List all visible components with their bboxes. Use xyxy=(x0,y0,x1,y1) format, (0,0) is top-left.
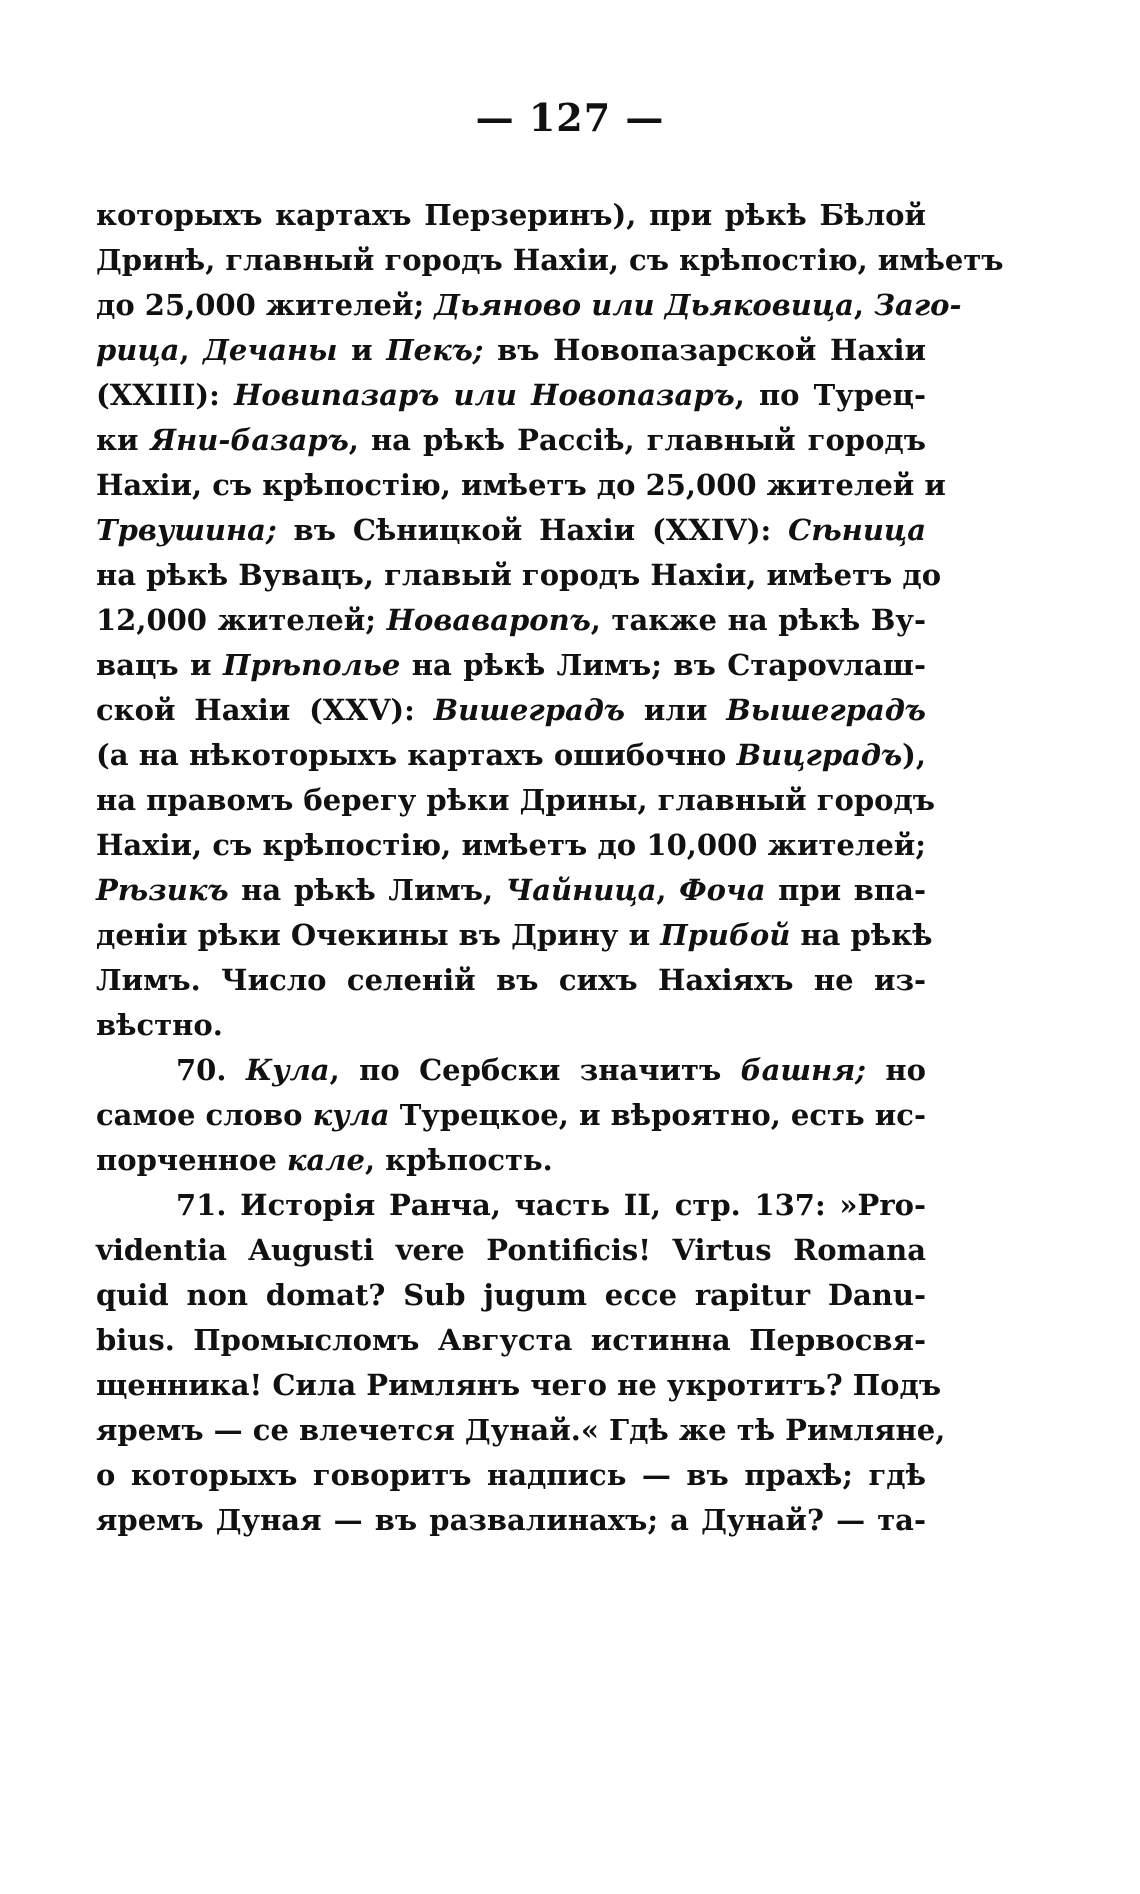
text-segment: порченное xyxy=(96,1143,287,1177)
text-segment: на рѣкѣ xyxy=(790,918,933,952)
text-line: Дринѣ, главный городъ Нахiи, съ крѣпостiю, имѣетъ xyxy=(96,243,1004,277)
body-text xyxy=(96,193,1004,1543)
text-line: на рѣкѣ Вувацъ, главый городъ Нахiи, имѣетъ до xyxy=(96,558,942,592)
italic-term: башня; xyxy=(740,1053,866,1087)
text-segment: ), xyxy=(902,738,926,772)
text-segment: денiи рѣки Очекины въ Дрину и xyxy=(96,918,661,952)
italic-term: Рѣзикъ xyxy=(96,873,229,907)
text-line xyxy=(96,283,962,328)
text-line xyxy=(96,913,933,958)
italic-term: Заго- xyxy=(874,288,962,322)
text-line: щенника! Сила Римлянъ чего не укротитъ? Подъ xyxy=(96,1368,942,1402)
text-line: quid non domat? Sub jugum ecce rapitur Danu- xyxy=(96,1278,926,1312)
italic-term: Прибой xyxy=(660,918,791,952)
text-segment: ки xyxy=(96,423,151,457)
text-line xyxy=(96,1048,926,1093)
text-line: на правомъ берегу рѣки Дрины, главный городъ xyxy=(96,783,936,817)
text-line xyxy=(96,373,926,418)
text-line: Нахiи, съ крѣпостiю, имѣетъ до 25,000 жителей и xyxy=(96,468,946,502)
text-line xyxy=(96,733,926,778)
text-segment: , xyxy=(179,333,204,367)
text-segment: , xyxy=(656,873,680,907)
italic-term: рица xyxy=(96,333,180,367)
text-line xyxy=(96,1093,926,1138)
italic-term: Новаваропъ xyxy=(386,603,591,637)
italic-term: Чайница xyxy=(505,873,657,907)
text-segment: въ Сѣницкой Нахiи (XXIV): xyxy=(276,513,789,547)
text-segment: , по Сербски значитъ xyxy=(329,1053,741,1087)
text-line: Нахiи, съ крѣпостiю, имѣетъ до 10,000 жителей; xyxy=(96,828,926,862)
text-segment: (XXIII): xyxy=(96,378,234,412)
text-segment: и xyxy=(337,333,387,367)
text-segment: 12,000 жителей; xyxy=(96,603,387,637)
italic-term: Вишеградъ xyxy=(433,693,626,727)
text-segment: на рѣкѣ Лимъ, xyxy=(228,873,506,907)
text-line: 71. Исторiя Ранча, часть II, стр. 137: »Pro- xyxy=(176,1188,926,1222)
text-segment: но xyxy=(866,1053,926,1087)
text-segment: на рѣкѣ Лимъ; въ Староvлаш- xyxy=(400,648,926,682)
text-line xyxy=(96,328,926,373)
text-segment: , xyxy=(853,288,875,322)
italic-term: кула xyxy=(312,1098,390,1132)
text-segment: самое слово xyxy=(96,1098,313,1132)
text-line xyxy=(96,688,926,733)
text-line xyxy=(96,1138,926,1183)
italic-term: Вышеградъ xyxy=(726,693,926,727)
text-segment: или xyxy=(625,693,727,727)
text-segment: , крѣпость. xyxy=(364,1143,553,1177)
text-line: videntia Augusti vere Pontificis! Virtus Romana xyxy=(96,1233,926,1267)
text-segment: въ Новопазарской Нахiи xyxy=(483,333,926,367)
text-line: яремъ Дуная — въ развалинахъ; а Дунай? — та- xyxy=(96,1503,926,1537)
text-line: bius. Промысломъ Августа истинна Первосвя- xyxy=(96,1323,926,1357)
text-line xyxy=(96,598,926,643)
italic-term: Дьяново или Дьяковица xyxy=(434,288,854,322)
text-line: которыхъ картахъ Перзеринъ), при рѣкѣ Бѣлой xyxy=(96,198,926,232)
text-segment: , по Турец- xyxy=(734,378,926,412)
italic-term: Новипазаръ или Новопазаръ xyxy=(233,378,735,412)
italic-term: Прѣполье xyxy=(223,648,401,682)
text-segment: (а на нѣкоторыхъ картахъ ошибочно xyxy=(96,738,737,772)
page-number: — 127 — xyxy=(475,95,665,140)
italic-term: Яни-базаръ xyxy=(150,423,349,457)
text-line: о которыхъ говоритъ надпись — въ прахѣ; гдѣ xyxy=(96,1458,926,1492)
italic-term: Вицградъ xyxy=(736,738,903,772)
italic-term: кале xyxy=(286,1143,365,1177)
text-segment: , также на рѣкѣ Ву- xyxy=(590,603,926,637)
text-segment: ской Нахiи (XXV): xyxy=(96,693,434,727)
text-line: Лимъ. Число селенiй въ сихъ Нахiяхъ не из- xyxy=(96,963,926,997)
text-line xyxy=(96,508,926,553)
text-segment: вацъ и xyxy=(96,648,223,682)
text-line xyxy=(96,643,926,688)
text-line xyxy=(96,418,926,463)
italic-term: Дечаны xyxy=(203,333,338,367)
text-line xyxy=(96,868,926,913)
italic-term: Сѣница xyxy=(788,513,926,547)
text-segment: при впа- xyxy=(765,873,926,907)
italic-term: Кула xyxy=(245,1053,330,1087)
text-line: вѣстно. xyxy=(96,1008,223,1042)
text-segment: 70. xyxy=(176,1053,246,1087)
text-segment: до 25,000 жителей; xyxy=(96,288,435,322)
italic-term: Трвушина; xyxy=(96,513,277,547)
italic-term: Фоча xyxy=(679,873,766,907)
text-segment: , на рѣкѣ Рассiѣ, главный городъ xyxy=(348,423,926,457)
text-line: яремъ — се влечется Дунай.« Гдѣ же тѣ Римляне, xyxy=(96,1413,946,1447)
text-segment: Турецкое, и вѣроятно, есть ис- xyxy=(389,1098,926,1132)
italic-term: Пекъ; xyxy=(386,333,484,367)
